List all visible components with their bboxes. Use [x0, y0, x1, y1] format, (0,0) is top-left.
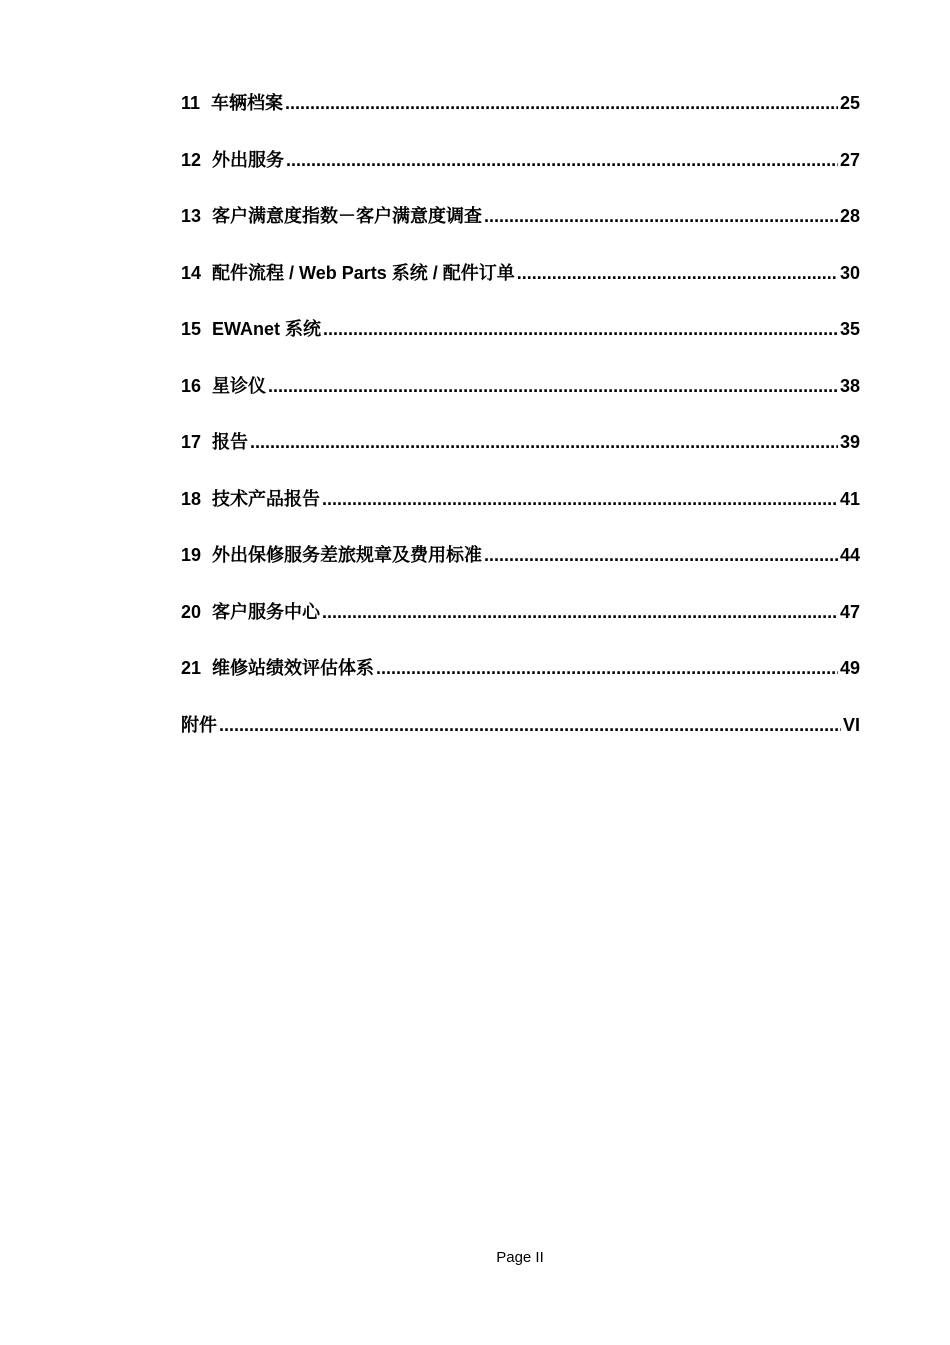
toc-entry-title: 外出保修服务差旅规章及费用标准	[212, 545, 483, 565]
toc-dot-leader	[376, 658, 838, 679]
toc-entry-number: 15	[181, 319, 202, 339]
toc-entry-page: 49	[839, 658, 860, 678]
toc-entry[interactable]	[181, 372, 860, 429]
toc-dot-leader	[285, 93, 838, 114]
toc-dot-leader	[484, 206, 838, 227]
toc-entry-title: 外出服务	[212, 149, 285, 170]
toc-entry[interactable]	[181, 485, 860, 542]
toc-entry-title: 报告	[212, 432, 249, 452]
toc-entry-page: VI	[842, 714, 860, 735]
toc-dot-leader	[484, 545, 838, 566]
toc-entry[interactable]	[181, 711, 860, 768]
toc-entry-number: 17	[181, 432, 202, 452]
toc-entry-number: 20	[181, 601, 202, 622]
page-footer	[0, 1249, 950, 1266]
toc-entry-number: 12	[181, 149, 202, 170]
table-of-contents	[181, 89, 860, 767]
toc-entry-title: EWAnet 系统	[212, 319, 322, 339]
toc-entry-page: 30	[839, 262, 860, 283]
toc-dot-leader	[323, 319, 838, 340]
toc-entry-number: 19	[181, 545, 202, 565]
toc-entry[interactable]	[181, 202, 860, 259]
toc-entry-number: 18	[181, 488, 202, 509]
toc-entry-page: 39	[839, 432, 860, 452]
toc-entry-title: 客户满意度指数－客户满意度调查	[212, 206, 483, 226]
toc-entry-title: 技术产品报告	[212, 488, 321, 509]
toc-entry[interactable]	[181, 654, 860, 711]
toc-dot-leader	[219, 715, 841, 736]
toc-entry-page: 28	[839, 206, 860, 226]
toc-entry-title: 维修站绩效评估体系	[212, 658, 375, 678]
page-number: Page II	[496, 1249, 544, 1266]
toc-entry-title: 配件流程 / Web Parts 系统 / 配件订单	[212, 262, 515, 283]
toc-dot-leader	[517, 263, 838, 284]
toc-entry[interactable]	[181, 259, 860, 316]
toc-entry[interactable]	[181, 428, 860, 485]
toc-entry[interactable]	[181, 541, 860, 598]
toc-entry-number: 13	[181, 206, 202, 226]
toc-entry-number: 14	[181, 262, 202, 283]
toc-entry-number: 21	[181, 658, 202, 678]
toc-entry-title: 客户服务中心	[212, 601, 321, 622]
toc-entry[interactable]	[181, 89, 860, 146]
toc-dot-leader	[268, 376, 838, 397]
toc-entry-title: 附件	[181, 714, 217, 735]
toc-entry[interactable]	[181, 598, 860, 655]
toc-entry-title: 车辆档案	[211, 93, 284, 113]
toc-entry-page: 25	[839, 93, 860, 113]
toc-entry-number: 11	[181, 93, 201, 113]
toc-entry-page: 41	[839, 488, 860, 509]
toc-dot-leader	[322, 489, 838, 510]
toc-entry-page: 47	[839, 601, 860, 622]
toc-dot-leader	[286, 150, 838, 171]
toc-entry[interactable]	[181, 315, 860, 372]
toc-entry-title: 星诊仪	[212, 375, 267, 396]
toc-entry-number: 16	[181, 375, 202, 396]
toc-entry-page: 44	[839, 545, 860, 565]
toc-dot-leader	[322, 602, 838, 623]
toc-entry-page: 35	[839, 319, 860, 339]
toc-entry-page: 38	[839, 375, 860, 396]
toc-dot-leader	[250, 432, 838, 453]
toc-entry-page: 27	[839, 149, 860, 170]
toc-entry[interactable]	[181, 146, 860, 203]
